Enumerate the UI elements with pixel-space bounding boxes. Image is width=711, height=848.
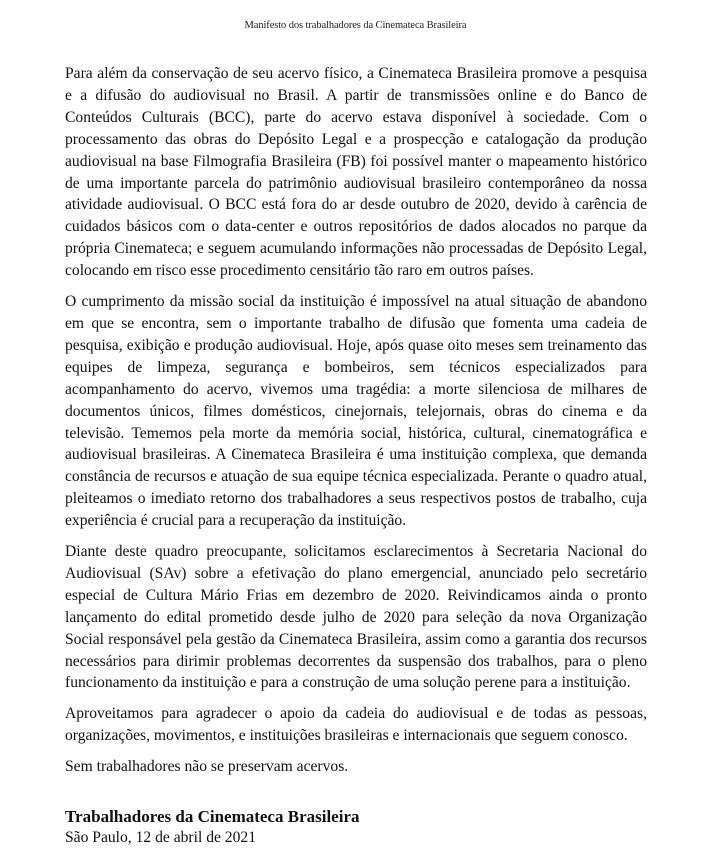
paragraph-slogan: Sem trabalhadores não se preservam acervos.: [65, 758, 349, 776]
signature-block: [65, 806, 647, 848]
signature-place-date: São Paulo, 12 de abril de 2021: [65, 829, 256, 847]
signature-name: Trabalhadores da Cinemateca Brasileira: [65, 807, 360, 827]
document-body: [65, 63, 647, 848]
paragraph-social-mission: O cumprimento da missão social da instituição é impossível na atual situação de abandono em que se encontra, sem o importante trabalho de difusão que fomenta uma cadeia de pesquisa, exibição e produção audiovisual. Hoje, após quase oito meses sem treinamento das equipes de limpeza, segurança e bombeiros, sem técnicos especializados para acompanhamento do acervo, vivemos uma tragédia: a morte silenciosa de milhares de documentos únicos, filmes domésticos, cinejornais, telejornais, obras do cinema e da televisão. Tememos pela morte da memória social, histórica, cultural, cinematográfica e audiovisual brasileiras. A Cinemateca Brasileira é uma instituição complexa, que demanda constância de recursos e atuação de sua equipe técnica especializada. Perante o quadro atual, pleiteamos o imediato retorno dos trabalhadores a seus respectivos postos de trabalho, cuja experiência é crucial para a recuperação da instituição.: [65, 293, 647, 530]
paragraph-preservation: Para além da conservação de seu acervo físico, a Cinemateca Brasileira promove a pesquisa e a difusão do audiovisual no Brasil. A partir de transmissões online e do Banco de Conteúdos Culturais (BCC), parte do acervo estava disponível à sociedade. Com o processamento das obras do Depósito Legal e a prospecção e catalogação da produção audiovisual na base Filmografia Brasileira (FB) foi possível manter o mapeamento histórico de uma importante parcela do patrimônio audiovisual brasileiro contemporâneo da nossa atividade audiovisual. O BCC está fora do ar desde outubro de 2020, devido à carência de cuidados básicos com o data-center e outros repositórios de dados alocados no parque da própria Cinemateca; e seguem acumulando informações não processadas de Depósito Legal, colocando em risco esse procedimento censitário tão raro em outros países.: [65, 65, 647, 280]
page-header: Manifesto dos trabalhadores da Cinemateca Brasileira: [244, 20, 467, 31]
paragraph-thanks: Aproveitamos para agradecer o apoio da cadeia do audiovisual e de todas as pessoas, organizações, movimentos, e instituições brasileiras e internacionais que seguem conosco.: [65, 705, 647, 745]
paragraph-demands: Diante deste quadro preocupante, solicitamos esclarecimentos à Secretaria Nacional do Audiovisual (SAv) sobre a efetivação do plano emergencial, anunciado pelo secretário especial de Cultura Mário Frias em dezembro de 2020. Reivindicamos ainda o pronto lançamento do edital prometido desde julho de 2020 para seleção da nova Organização Social responsável pela gestão da Cinemateca Brasileira, assim como a garantia dos recursos necessários para dirimir problemas decorrentes da suspensão dos trabalhos, para o pleno funcionamento da instituição e para a construção de uma solução perene para a instituição.: [65, 543, 647, 692]
